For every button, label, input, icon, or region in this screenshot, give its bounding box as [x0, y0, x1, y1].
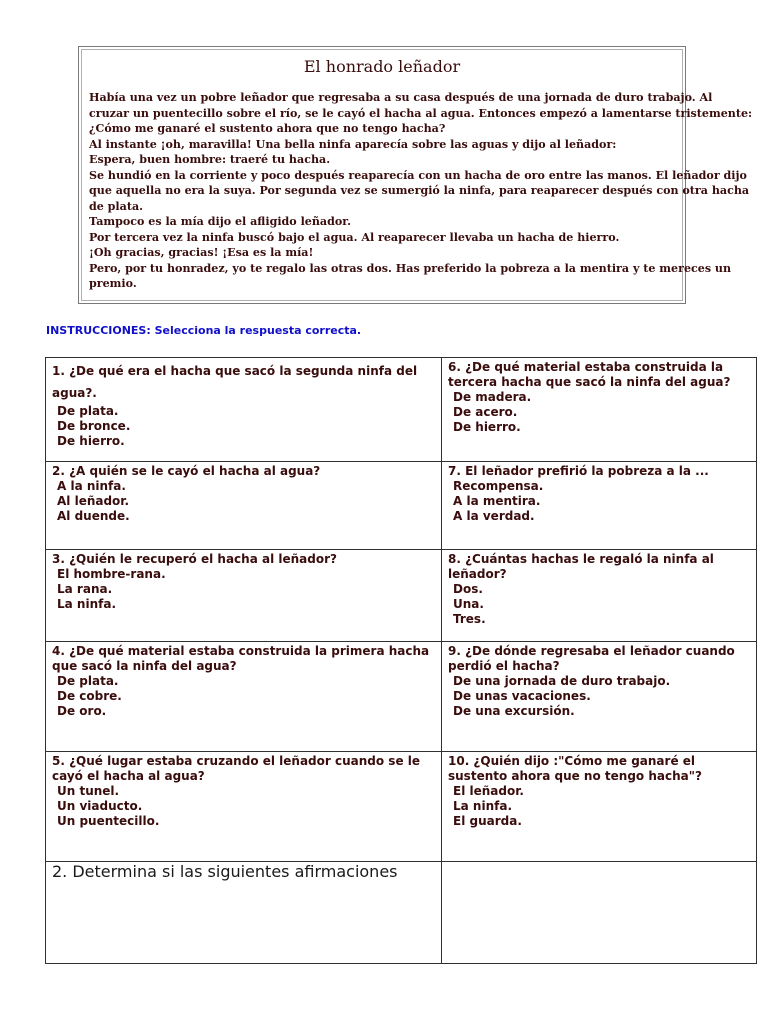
answer-option[interactable]: Tres. [453, 612, 486, 626]
answer-option[interactable]: Un viaducto. [57, 799, 143, 813]
question-cell [46, 642, 442, 752]
answer-option[interactable]: De bronce. [57, 419, 131, 433]
question-cell [442, 358, 757, 462]
answer-option[interactable]: Al duende. [57, 509, 130, 523]
question-cell [46, 358, 442, 462]
answer-option[interactable]: A la mentira. [453, 494, 541, 508]
answer-option[interactable]: De hierro. [57, 434, 125, 448]
question-text: 5. ¿Qué lugar estaba cruzando el leñador cuando se le cayó el hacha al agua? [52, 754, 421, 783]
answer-option[interactable]: De unas vacaciones. [453, 689, 591, 703]
question-text: 3. ¿Quién le recuperó el hacha al leñador? [52, 552, 337, 566]
answer-option[interactable]: Una. [453, 597, 484, 611]
answer-option[interactable]: De acero. [453, 405, 518, 419]
answer-option[interactable]: La ninfa. [453, 799, 512, 813]
answer-option[interactable]: De hierro. [453, 420, 521, 434]
story-line: Tampoco es la mía dijo el afligido leñador. [89, 215, 351, 228]
answer-option[interactable]: Al leñador. [57, 494, 130, 508]
story-line: ¿Cómo me ganaré el sustento ahora que no tengo hacha? [89, 122, 446, 135]
answer-option[interactable]: A la verdad. [453, 509, 535, 523]
answer-option[interactable]: De cobre. [57, 689, 122, 703]
answer-option[interactable]: De una excursión. [453, 704, 575, 718]
answer-option[interactable]: A la ninfa. [57, 479, 126, 493]
story-line: Espera, buen hombre: traeré tu hacha. [89, 153, 331, 166]
story-title: El honrado leñador [303, 57, 461, 76]
instructions-label: INSTRUCCIONES: Selecciona la respuesta correcta. [46, 324, 362, 337]
story-line: ¡Oh gracias, gracias! ¡Esa es la mía! [89, 246, 314, 259]
answer-option[interactable]: De una jornada de duro trabajo. [453, 674, 671, 688]
question-cell [442, 550, 757, 642]
story-line: Por tercera vez la ninfa buscó bajo el agua. Al reaparecer llevaba un hacha de hierro. [89, 230, 620, 244]
story-box [78, 46, 753, 304]
question-cell [442, 752, 757, 862]
section-2-heading: 2. Determina si las siguientes afirmaciones [52, 862, 398, 881]
question-text: 8. ¿Cuántas hachas le regaló la ninfa al leñador? [448, 552, 714, 581]
section-cell [46, 862, 442, 964]
answer-option[interactable]: La rana. [57, 582, 113, 596]
story-line: Al instante ¡oh, maravilla! Una bella ninfa aparecía sobre las aguas y dijo al leñador: [89, 137, 617, 151]
question-text: 4. ¿De qué material estaba construida la primera hacha que sacó la ninfa del agua? [52, 644, 430, 673]
answer-option[interactable]: De oro. [57, 704, 107, 718]
answer-option[interactable]: Recompensa. [453, 479, 544, 493]
question-cell [442, 462, 757, 550]
empty-cell [442, 862, 757, 964]
answer-option[interactable]: El leñador. [453, 784, 524, 798]
story-line: cruzar un puentecillo sobre el río, se le cayó el hacha al agua. Entonces empezó a lamentarse tristemente: [89, 106, 753, 120]
question-cell [46, 752, 442, 862]
answer-option[interactable]: El guarda. [453, 814, 522, 828]
answer-option[interactable]: Un puentecillo. [57, 814, 160, 828]
story-line: Se hundió en la corriente y poco después reaparecía con un hacha de oro entre las manos. El leñador dijo [89, 168, 747, 182]
answer-option[interactable]: De madera. [453, 390, 532, 404]
question-text: 6. ¿De qué material estaba construida la tercera hacha que sacó la ninfa del agua? [448, 360, 731, 389]
question-cell [442, 642, 757, 752]
story-line: Había una vez un pobre leñador que regresaba a su casa después de una jornada de duro trabajo. Al [89, 91, 713, 104]
question-text: 1. ¿De qué era el hacha que sacó la segunda ninfa del agua?. [52, 364, 418, 400]
answer-option[interactable]: El hombre-rana. [57, 567, 166, 581]
question-text: 2. ¿A quién se le cayó el hacha al agua? [52, 464, 321, 478]
quiz-table [45, 357, 757, 964]
story-line: de plata. [89, 199, 144, 213]
question-cell [46, 550, 442, 642]
question-text: 9. ¿De dónde regresaba el leñador cuando perdió el hacha? [448, 644, 735, 673]
answer-option[interactable]: De plata. [57, 404, 119, 418]
story-line: que aquella no era la suya. Por segunda vez se sumergió la ninfa, para reaparecer después con otra hacha [89, 184, 750, 197]
question-text: 10. ¿Quién dijo :"Cómo me ganaré el sustento ahora que no tengo hacha"? [448, 754, 702, 783]
question-cell [46, 462, 442, 550]
question-text: 7. El leñador prefirió la pobreza a la ... [448, 464, 709, 478]
answer-option[interactable]: Un tunel. [57, 784, 120, 798]
answer-option[interactable]: La ninfa. [57, 597, 116, 611]
answer-option[interactable]: Dos. [453, 582, 483, 596]
story-line: Pero, por tu honradez, yo te regalo las otras dos. Has preferido la pobreza a la mentira y te mereces un [89, 261, 732, 275]
answer-option[interactable]: De plata. [57, 674, 119, 688]
story-text [89, 90, 753, 292]
story-line: premio. [89, 277, 137, 290]
